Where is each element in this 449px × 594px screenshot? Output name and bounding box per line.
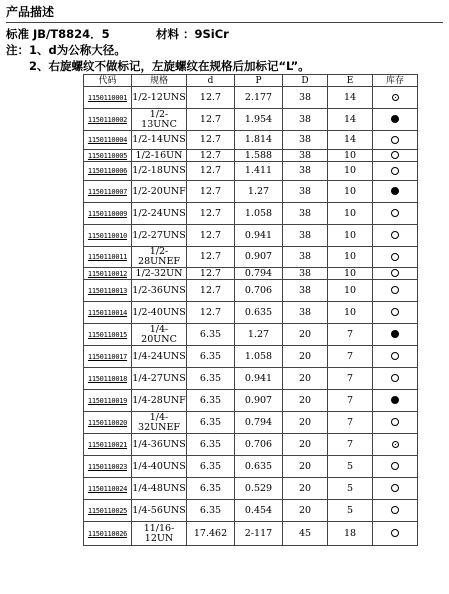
thickness-cell: 10 xyxy=(328,247,373,268)
standard-text: 标准 JB/T8824．5 xyxy=(6,27,110,41)
table-row xyxy=(84,87,418,109)
thickness-cell: 7 xyxy=(328,368,373,390)
pitch-cell: 1.27 xyxy=(235,324,283,346)
pitch-cell: 0.529 xyxy=(235,478,283,500)
stock-cell xyxy=(373,181,418,203)
spec-line xyxy=(6,26,229,42)
outer-diameter-cell: 20 xyxy=(283,346,328,368)
stock-cell xyxy=(373,324,418,346)
outer-diameter-cell: 38 xyxy=(283,268,328,280)
diameter-cell: 12.7 xyxy=(187,225,235,247)
table-row xyxy=(84,478,418,500)
dotted-circle-icon xyxy=(392,94,399,101)
diameter-cell: 6.35 xyxy=(187,390,235,412)
outer-diameter-cell: 38 xyxy=(283,109,328,131)
column-header-D: D xyxy=(283,75,328,87)
stock-cell xyxy=(373,368,418,390)
spec-cell: 1/2-13UNC xyxy=(132,109,187,131)
thickness-cell: 7 xyxy=(328,434,373,456)
outer-diameter-cell: 38 xyxy=(283,203,328,225)
out-of-stock-empty-circle-icon xyxy=(391,231,399,239)
code-cell: 1150110002 xyxy=(84,109,132,131)
pitch-cell: 2.177 xyxy=(235,87,283,109)
code-cell: 1150110004 xyxy=(84,131,132,150)
column-header-spec: 规格 xyxy=(132,75,187,87)
section-title: 产品描述 xyxy=(6,5,55,19)
outer-diameter-cell: 38 xyxy=(283,162,328,181)
stock-cell xyxy=(373,162,418,181)
stock-cell xyxy=(373,131,418,150)
diameter-cell: 12.7 xyxy=(187,87,235,109)
diameter-cell: 12.7 xyxy=(187,302,235,324)
thread-spec-table xyxy=(83,74,418,546)
thickness-cell: 7 xyxy=(328,390,373,412)
column-header-E: E xyxy=(328,75,373,87)
spec-cell: 1/2-18UNS xyxy=(132,162,187,181)
outer-diameter-cell: 20 xyxy=(283,500,328,522)
outer-diameter-cell: 38 xyxy=(283,280,328,302)
pitch-cell: 0.941 xyxy=(235,368,283,390)
stock-cell xyxy=(373,500,418,522)
out-of-stock-empty-circle-icon xyxy=(391,253,399,261)
out-of-stock-empty-circle-icon xyxy=(391,506,399,514)
table-row xyxy=(84,225,418,247)
spec-cell: 1/4-20UNC xyxy=(132,324,187,346)
pitch-cell: 1.588 xyxy=(235,150,283,162)
stock-cell xyxy=(373,268,418,280)
diameter-cell: 12.7 xyxy=(187,162,235,181)
table-row xyxy=(84,268,418,280)
outer-diameter-cell: 20 xyxy=(283,478,328,500)
thickness-cell: 14 xyxy=(328,131,373,150)
table-row xyxy=(84,150,418,162)
pitch-cell: 0.794 xyxy=(235,268,283,280)
spec-cell: 1/2-40UNS xyxy=(132,302,187,324)
column-header-d: d xyxy=(187,75,235,87)
title-divider xyxy=(6,22,443,23)
thickness-cell: 10 xyxy=(328,225,373,247)
outer-diameter-cell: 20 xyxy=(283,456,328,478)
thickness-cell: 18 xyxy=(328,522,373,546)
out-of-stock-empty-circle-icon xyxy=(391,484,399,492)
out-of-stock-empty-circle-icon xyxy=(391,352,399,360)
diameter-cell: 6.35 xyxy=(187,346,235,368)
code-cell: 1150110009 xyxy=(84,203,132,225)
stock-cell xyxy=(373,225,418,247)
thickness-cell: 10 xyxy=(328,203,373,225)
diameter-cell: 17.462 xyxy=(187,522,235,546)
in-stock-filled-circle-icon xyxy=(391,115,399,123)
spec-cell: 1/2-14UNS xyxy=(132,131,187,150)
thickness-cell: 5 xyxy=(328,500,373,522)
table-row xyxy=(84,456,418,478)
diameter-cell: 6.35 xyxy=(187,478,235,500)
thickness-cell: 14 xyxy=(328,87,373,109)
table-row xyxy=(84,247,418,268)
thickness-cell: 5 xyxy=(328,478,373,500)
column-header-p: P xyxy=(235,75,283,87)
outer-diameter-cell: 38 xyxy=(283,225,328,247)
diameter-cell: 12.7 xyxy=(187,203,235,225)
pitch-cell: 1.814 xyxy=(235,131,283,150)
table-row xyxy=(84,181,418,203)
note-line-2: 2、右旋螺纹不做标记，左旋螺纹在规格后加标记“L”。 xyxy=(29,59,310,73)
table-row xyxy=(84,434,418,456)
pitch-cell: 0.907 xyxy=(235,247,283,268)
diameter-cell: 6.35 xyxy=(187,412,235,434)
spec-cell: 1/4-32UNEF xyxy=(132,412,187,434)
pitch-cell: 1.954 xyxy=(235,109,283,131)
diameter-cell: 6.35 xyxy=(187,500,235,522)
spec-cell: 1/4-28UNF xyxy=(132,390,187,412)
spec-cell: 1/4-40UNS xyxy=(132,456,187,478)
table-row xyxy=(84,346,418,368)
code-cell: 1150110014 xyxy=(84,302,132,324)
outer-diameter-cell: 38 xyxy=(283,131,328,150)
spec-cell: 1/4-24UNS xyxy=(132,346,187,368)
code-cell: 1150110010 xyxy=(84,225,132,247)
spec-cell: 1/2-27UNS xyxy=(132,225,187,247)
outer-diameter-cell: 38 xyxy=(283,247,328,268)
thickness-cell: 10 xyxy=(328,181,373,203)
diameter-cell: 6.35 xyxy=(187,456,235,478)
out-of-stock-empty-circle-icon xyxy=(391,167,399,175)
code-cell: 1150110020 xyxy=(84,412,132,434)
spec-cell: 1/4-27UNS xyxy=(132,368,187,390)
code-cell: 1150110007 xyxy=(84,181,132,203)
stock-cell xyxy=(373,109,418,131)
material-text: 材料 ：9SiCr xyxy=(156,27,229,41)
stock-cell xyxy=(373,456,418,478)
out-of-stock-empty-circle-icon xyxy=(391,136,399,144)
outer-diameter-cell: 20 xyxy=(283,368,328,390)
spec-cell: 1/2-28UNEF xyxy=(132,247,187,268)
diameter-cell: 6.35 xyxy=(187,324,235,346)
pitch-cell: 1.058 xyxy=(235,203,283,225)
pitch-cell: 0.907 xyxy=(235,390,283,412)
note-line-1: 注：1、d为公称大径。 xyxy=(6,43,126,57)
out-of-stock-empty-circle-icon xyxy=(391,286,399,294)
stock-cell xyxy=(373,150,418,162)
table-row xyxy=(84,280,418,302)
stock-cell xyxy=(373,203,418,225)
stock-cell xyxy=(373,302,418,324)
spec-cell: 1/2-20UNF xyxy=(132,181,187,203)
out-of-stock-empty-circle-icon xyxy=(391,529,399,537)
spec-cell: 1/2-12UNS xyxy=(132,87,187,109)
thickness-cell: 10 xyxy=(328,280,373,302)
pitch-cell: 0.706 xyxy=(235,434,283,456)
pitch-cell: 0.941 xyxy=(235,225,283,247)
table-row xyxy=(84,109,418,131)
thickness-cell: 10 xyxy=(328,162,373,181)
stock-cell xyxy=(373,412,418,434)
spec-cell: 1/2-36UNS xyxy=(132,280,187,302)
out-of-stock-empty-circle-icon xyxy=(391,374,399,382)
thickness-cell: 10 xyxy=(328,302,373,324)
outer-diameter-cell: 20 xyxy=(283,412,328,434)
spec-cell: 11/16-12UN xyxy=(132,522,187,546)
thickness-cell: 10 xyxy=(328,150,373,162)
column-header-stock: 库存 xyxy=(373,75,418,87)
table-row xyxy=(84,390,418,412)
diameter-cell: 12.7 xyxy=(187,280,235,302)
thickness-cell: 7 xyxy=(328,412,373,434)
diameter-cell: 12.7 xyxy=(187,247,235,268)
out-of-stock-empty-circle-icon xyxy=(391,269,399,277)
diameter-cell: 12.7 xyxy=(187,109,235,131)
pitch-cell: 0.454 xyxy=(235,500,283,522)
code-cell: 1150110023 xyxy=(84,456,132,478)
stock-cell xyxy=(373,478,418,500)
outer-diameter-cell: 20 xyxy=(283,434,328,456)
pitch-cell: 0.635 xyxy=(235,302,283,324)
table-row xyxy=(84,368,418,390)
code-cell: 1150110005 xyxy=(84,150,132,162)
code-cell: 1150110021 xyxy=(84,434,132,456)
spec-cell: 1/4-56UNS xyxy=(132,500,187,522)
pitch-cell: 1.27 xyxy=(235,181,283,203)
code-cell: 1150110011 xyxy=(84,247,132,268)
code-cell: 1150110013 xyxy=(84,280,132,302)
spec-cell: 1/2-32UN xyxy=(132,268,187,280)
column-header-code: 代码 xyxy=(84,75,132,87)
code-cell: 1150110012 xyxy=(84,268,132,280)
table-row xyxy=(84,162,418,181)
thickness-cell: 7 xyxy=(328,346,373,368)
dotted-circle-icon xyxy=(392,441,399,448)
diameter-cell: 6.35 xyxy=(187,368,235,390)
pitch-cell: 0.635 xyxy=(235,456,283,478)
pitch-cell: 0.706 xyxy=(235,280,283,302)
code-cell: 1150110017 xyxy=(84,346,132,368)
table-row xyxy=(84,131,418,150)
outer-diameter-cell: 20 xyxy=(283,324,328,346)
stock-cell xyxy=(373,522,418,546)
code-cell: 1150110025 xyxy=(84,500,132,522)
spec-cell: 1/4-36UNS xyxy=(132,434,187,456)
outer-diameter-cell: 38 xyxy=(283,181,328,203)
table-row xyxy=(84,302,418,324)
diameter-cell: 12.7 xyxy=(187,268,235,280)
code-cell: 1150110001 xyxy=(84,87,132,109)
in-stock-filled-circle-icon xyxy=(391,330,399,338)
table-row xyxy=(84,500,418,522)
stock-cell xyxy=(373,390,418,412)
pitch-cell: 1.058 xyxy=(235,346,283,368)
diameter-cell: 12.7 xyxy=(187,181,235,203)
outer-diameter-cell: 45 xyxy=(283,522,328,546)
code-cell: 1150110006 xyxy=(84,162,132,181)
in-stock-filled-circle-icon xyxy=(391,396,399,404)
code-cell: 1150110026 xyxy=(84,522,132,546)
code-cell: 1150110019 xyxy=(84,390,132,412)
stock-cell xyxy=(373,434,418,456)
code-cell: 1150110018 xyxy=(84,368,132,390)
diameter-cell: 12.7 xyxy=(187,150,235,162)
table-row xyxy=(84,324,418,346)
out-of-stock-empty-circle-icon xyxy=(391,151,399,159)
code-cell: 1150110015 xyxy=(84,324,132,346)
table-row xyxy=(84,522,418,546)
diameter-cell: 12.7 xyxy=(187,131,235,150)
out-of-stock-empty-circle-icon xyxy=(391,418,399,426)
thickness-cell: 5 xyxy=(328,456,373,478)
table-row xyxy=(84,203,418,225)
out-of-stock-empty-circle-icon xyxy=(391,308,399,316)
pitch-cell: 1.411 xyxy=(235,162,283,181)
thickness-cell: 14 xyxy=(328,109,373,131)
out-of-stock-empty-circle-icon xyxy=(391,209,399,217)
stock-cell xyxy=(373,87,418,109)
table-header-row xyxy=(84,75,418,87)
stock-cell xyxy=(373,280,418,302)
spec-cell: 1/4-48UNS xyxy=(132,478,187,500)
spec-cell: 1/2-16UN xyxy=(132,150,187,162)
diameter-cell: 6.35 xyxy=(187,434,235,456)
stock-cell xyxy=(373,346,418,368)
stock-cell xyxy=(373,247,418,268)
outer-diameter-cell: 38 xyxy=(283,150,328,162)
pitch-cell: 2-117 xyxy=(235,522,283,546)
out-of-stock-empty-circle-icon xyxy=(391,462,399,470)
pitch-cell: 0.794 xyxy=(235,412,283,434)
outer-diameter-cell: 38 xyxy=(283,302,328,324)
code-cell: 1150110024 xyxy=(84,478,132,500)
thickness-cell: 7 xyxy=(328,324,373,346)
in-stock-filled-circle-icon xyxy=(391,187,399,195)
thickness-cell: 10 xyxy=(328,268,373,280)
spec-cell: 1/2-24UNS xyxy=(132,203,187,225)
table-row xyxy=(84,412,418,434)
outer-diameter-cell: 20 xyxy=(283,390,328,412)
outer-diameter-cell: 38 xyxy=(283,87,328,109)
